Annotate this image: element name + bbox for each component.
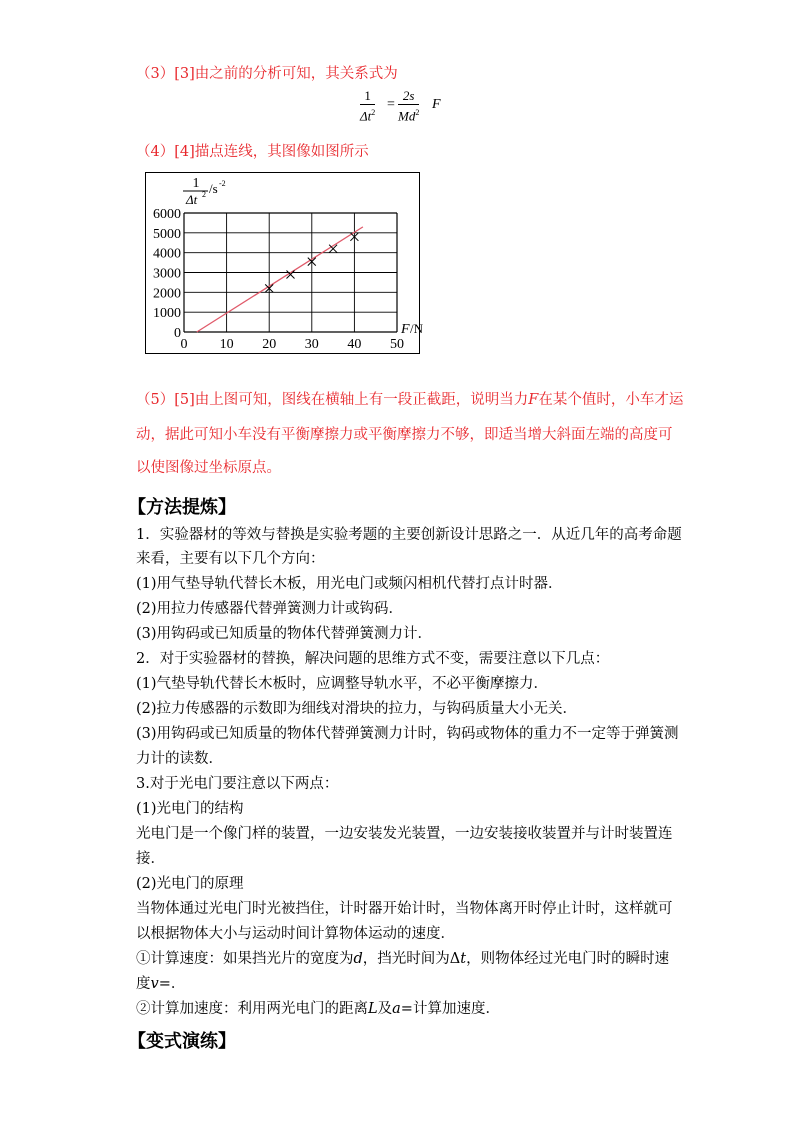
ylabel-unit-exp: -2 bbox=[219, 179, 226, 188]
method-p2-3b: 力计的读数． bbox=[136, 751, 223, 767]
chart-marks bbox=[197, 227, 363, 332]
x-tick-label: 0 bbox=[180, 337, 188, 352]
x-tick-label: 30 bbox=[304, 337, 319, 352]
item5-line2: 动，据此可知小车没有平衡摩擦力或平衡摩擦力不够，即适当增大斜面左端的高度可 bbox=[136, 427, 673, 443]
y-tick-label: 3000 bbox=[153, 266, 181, 282]
x-tick-label: 10 bbox=[219, 337, 234, 352]
y-tick-label: 1000 bbox=[153, 306, 181, 322]
x-tick-label: 50 bbox=[390, 337, 404, 352]
ylabel-num: 1 bbox=[192, 176, 200, 191]
chart bbox=[0, 0, 800, 380]
y-tick-label: 6000 bbox=[153, 207, 181, 222]
method-heading: 【方法提炼】 bbox=[128, 497, 236, 518]
method-p1b: 来看，主要有以下几个方向： bbox=[136, 551, 325, 567]
y-tick-label: 5000 bbox=[153, 226, 181, 242]
formula-equals: = bbox=[387, 97, 395, 112]
x-tick-label: 40 bbox=[347, 337, 362, 352]
method-p2-2: (2)拉力传感器的示数即为细线对滑块的拉力，与钩码质量大小无关． bbox=[136, 701, 578, 717]
xlabel: F bbox=[401, 322, 410, 337]
method-calc-accel: ②计算加速度：利用两光电门的距离L及a=计算加速度． bbox=[136, 1001, 500, 1017]
x-tick-label: 20 bbox=[262, 337, 277, 352]
method-p3-1: (1)光电门的结构 bbox=[136, 801, 244, 817]
variant-heading: 【变式演练】 bbox=[128, 1031, 236, 1052]
method-p1-3: (3)用钩码或已知质量的物体代替弹簧测力计． bbox=[136, 626, 433, 642]
chart-ticks bbox=[153, 207, 404, 352]
method-p3-2a: 当物体通过光电门时光被挡住，计时器开始计时，当物体离开时停止计时，这样就可 bbox=[136, 901, 673, 917]
method-calc-speed-cont: 度v=． bbox=[136, 976, 186, 992]
formula-rhs: $\frac{2s}{Md^2}$ bbox=[398, 88, 420, 124]
method-p2-3a: (3)用钩码或已知质量的物体代替弹簧测力计时，钩码或物体的重力不一定等于弹簧测 bbox=[136, 726, 679, 742]
method-p3-2: (2)光电门的原理 bbox=[136, 876, 244, 892]
ylabel-den: Δt bbox=[186, 192, 198, 207]
method-p3-2b: 以根据物体大小与运动时间计算物体运动的速度． bbox=[136, 926, 455, 942]
formula-lhs: $\frac{1}{\Delta t^2}$ bbox=[360, 88, 376, 124]
y-tick-label: 4000 bbox=[153, 246, 181, 262]
xlabel-unit: /N bbox=[410, 321, 423, 336]
item5-line1: （5）[5]由上图可知，图线在横轴上有一段正截距，说明当力F在某个值时，小车才运 bbox=[136, 392, 684, 408]
method-p3: 3.对于光电门要注意以下两点： bbox=[136, 776, 339, 792]
item3-label: （3）[3]由之前的分析可知，其关系式为 bbox=[136, 66, 398, 82]
method-p1-1: (1)用气垫导轨代替长木板，用光电门或频闪相机代替打点计时器． bbox=[136, 576, 563, 592]
method-calc-speed: ①计算速度：如果挡光片的宽度为d，挡光时间为Δt，则物体经过光电门时的瞬时速 bbox=[136, 951, 670, 967]
fit-line bbox=[197, 227, 363, 332]
ylabel-unit: /s bbox=[209, 181, 218, 196]
method-p2-1: (1)气垫导轨代替长木板时，应调整导轨水平，不必平衡摩擦力． bbox=[136, 676, 549, 692]
formula-force-var: F bbox=[432, 97, 441, 112]
method-p1-2: (2)用拉力传感器代替弹簧测力计或钩码． bbox=[136, 601, 404, 617]
item5-line3: 以使图像过坐标原点。 bbox=[136, 460, 281, 476]
y-tick-label: 0 bbox=[174, 326, 181, 341]
method-p2: 2．对于实验器材的替换，解决问题的思维方式不变，需要注意以下几点： bbox=[136, 651, 610, 667]
method-p3-1a: 光电门是一个像门样的装置，一边安装发光装置，一边安装接收装置并与计时装置连 bbox=[136, 826, 673, 842]
method-p1a: 1．实验器材的等效与替换是实验考题的主要创新设计思路之一．从近几年的高考命题 bbox=[136, 527, 682, 543]
method-p3-1b: 接． bbox=[136, 851, 165, 867]
y-tick-label: 2000 bbox=[153, 286, 181, 302]
ylabel-den-exp: 2 bbox=[202, 190, 206, 199]
item4-label: （4）[4]描点连线，其图像如图所示 bbox=[136, 144, 369, 160]
